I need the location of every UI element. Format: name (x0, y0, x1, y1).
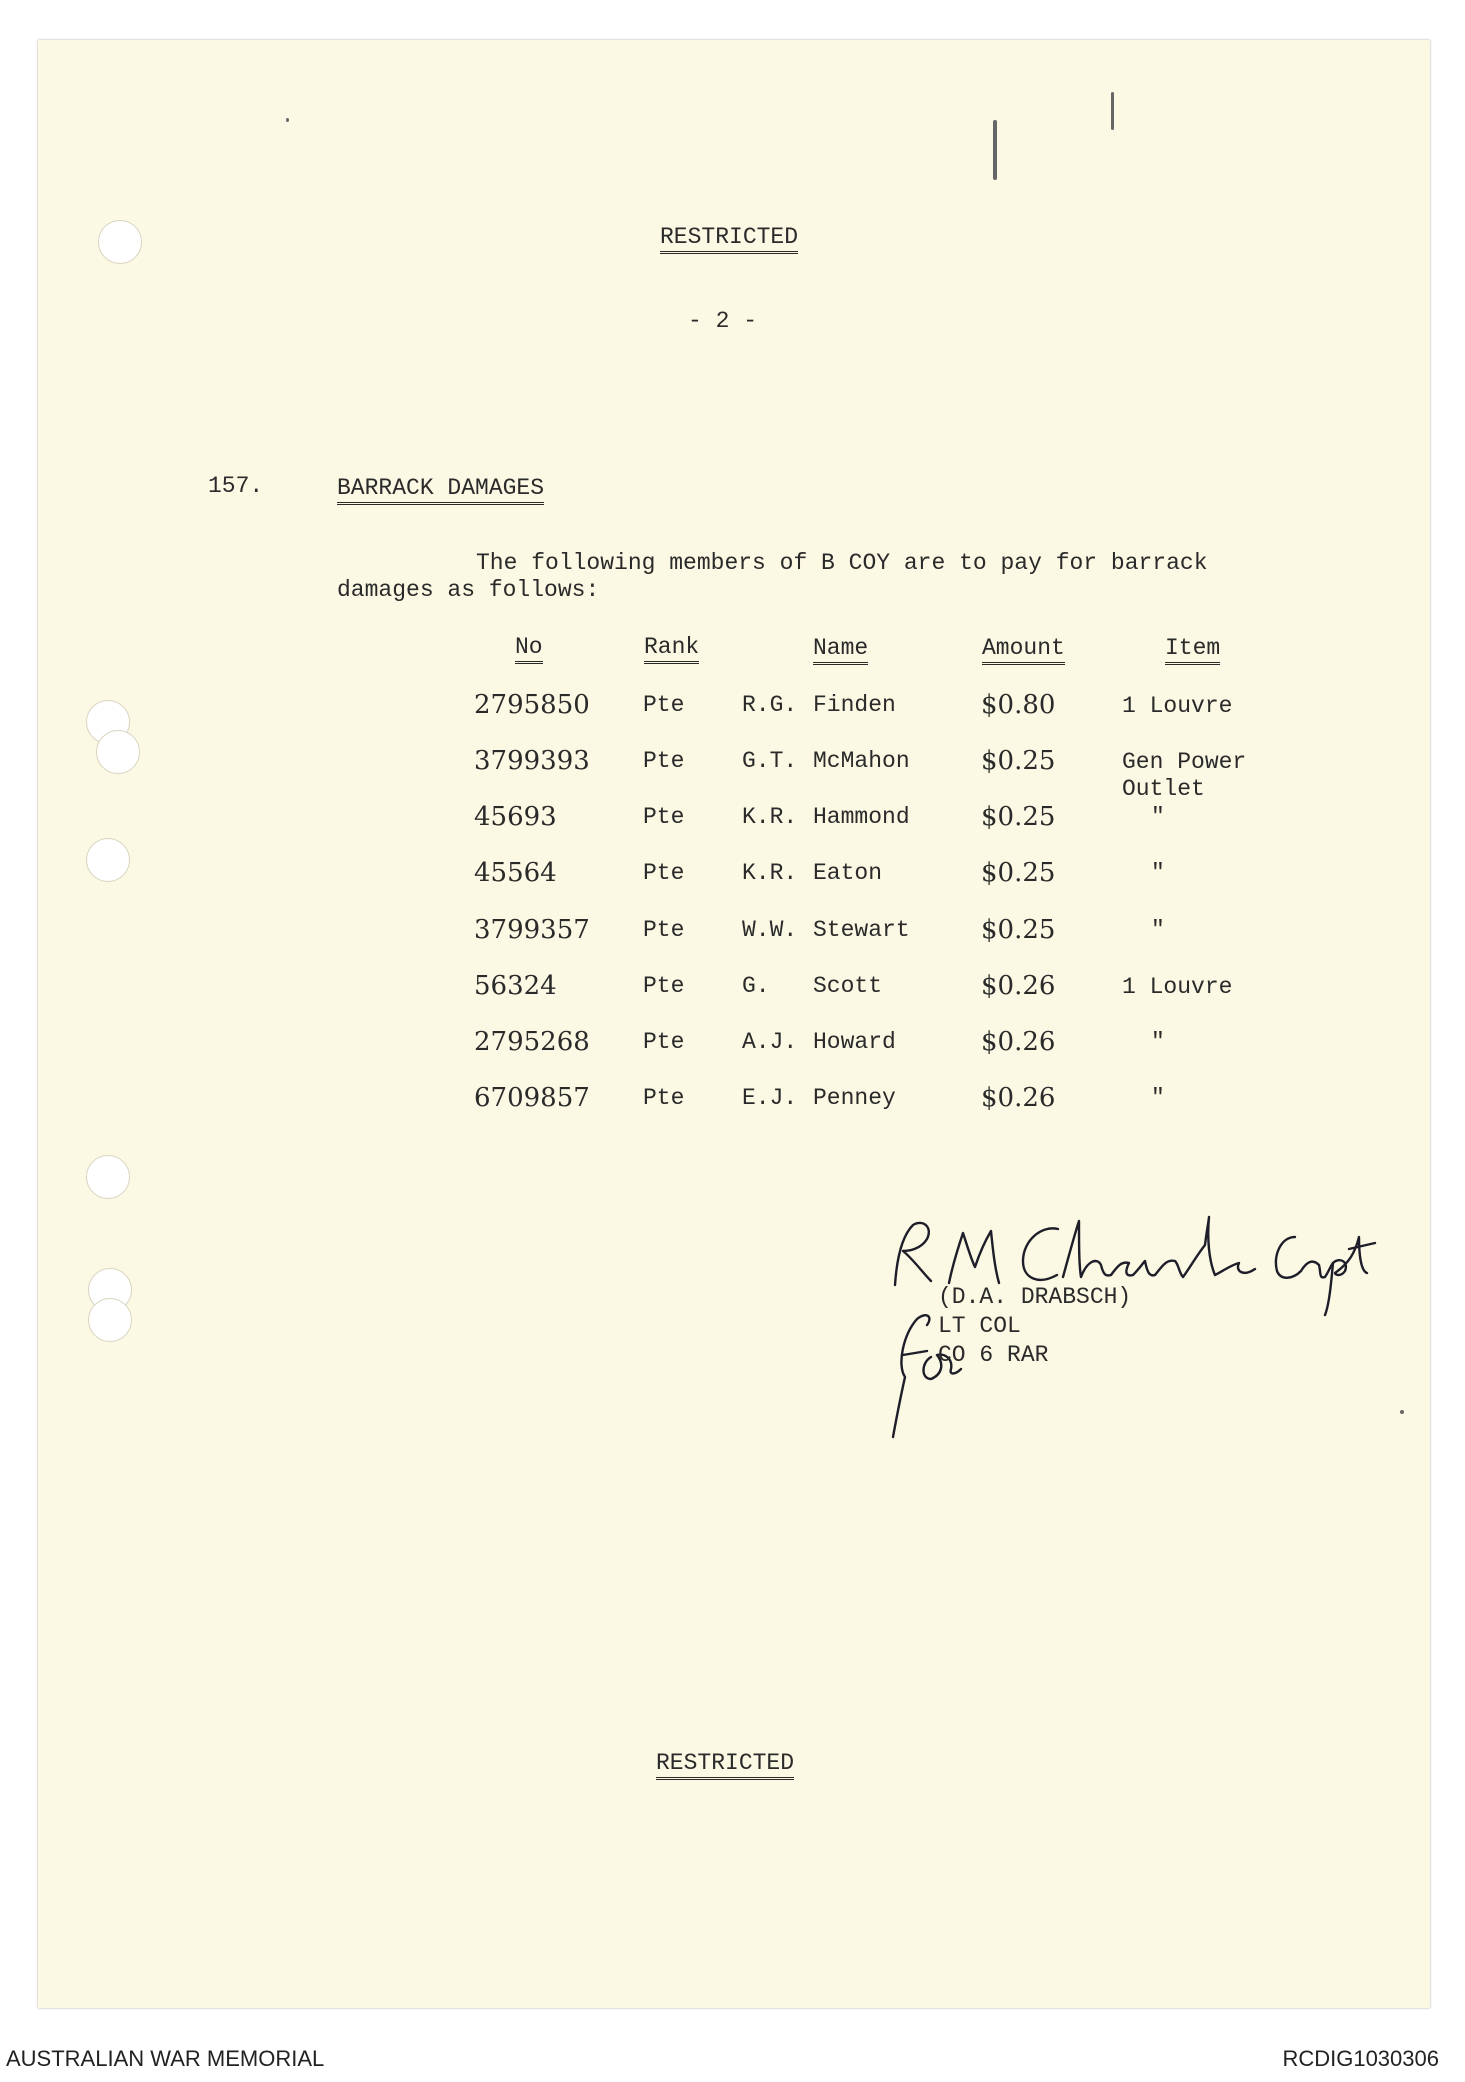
cell-item: " (1151, 1029, 1165, 1055)
classification-bottom: RESTRICTED (656, 1750, 794, 1780)
cell-surname: Hammond (813, 804, 910, 830)
section-title: BARRACK DAMAGES (337, 475, 544, 505)
cell-no: 56324 (474, 971, 557, 1001)
classification-top: RESTRICTED (660, 224, 798, 254)
cell-amount: $0.25 (981, 746, 1056, 776)
cell-no: 2795850 (474, 690, 590, 720)
cell-surname: Stewart (813, 917, 910, 943)
cell-amount: $0.80 (981, 690, 1056, 720)
cell-initials: E.J. (742, 1085, 798, 1111)
punch-hole (96, 730, 140, 774)
cell-no: 45564 (474, 858, 557, 888)
cell-rank: Pte (643, 1029, 685, 1055)
footer-record-id: RCDIG1030306 (1282, 2046, 1439, 2071)
cell-no: 2795268 (474, 1027, 590, 1057)
page-number: - 2 - (688, 308, 758, 334)
cell-initials: G.T. (742, 748, 798, 774)
cell-item: 1 Louvre (1122, 693, 1233, 719)
col-header-rank: Rank (644, 634, 699, 664)
signatory-unit: CO 6 RAR (938, 1342, 1049, 1368)
cell-no: 6709857 (474, 1083, 590, 1113)
cell-surname: Penney (813, 1085, 896, 1111)
footer-archive-name: AUSTRALIAN WAR MEMORIAL (6, 2046, 325, 2071)
punch-hole (88, 1298, 132, 1342)
cell-initials: K.R. (742, 804, 798, 830)
speck (286, 118, 289, 122)
cell-amount: $0.25 (981, 802, 1056, 832)
paragraph-number: 157. (208, 473, 264, 499)
cell-item: 1 Louvre (1122, 974, 1233, 1000)
cell-item: " (1151, 917, 1165, 943)
cell-rank: Pte (643, 860, 685, 886)
ink-mark (1111, 92, 1114, 130)
cell-initials: K.R. (742, 860, 798, 886)
cell-surname: Howard (813, 1029, 896, 1055)
cell-no: 3799357 (474, 915, 590, 945)
cell-amount: $0.25 (981, 858, 1056, 888)
cell-item-line2: Outlet (1122, 776, 1205, 802)
cell-initials: G. (742, 973, 770, 999)
cell-rank: Pte (643, 748, 685, 774)
intro-line-1: The following members of B COY are to pay for barrack (476, 550, 1208, 576)
cell-amount: $0.25 (981, 915, 1056, 945)
cell-rank: Pte (643, 1085, 685, 1111)
intro-line-2: damages as follows: (337, 577, 600, 603)
cell-item: " (1151, 804, 1165, 830)
document-page (38, 40, 1430, 2008)
col-header-no: No (515, 634, 543, 664)
cell-rank: Pte (643, 804, 685, 830)
cell-amount: $0.26 (981, 1083, 1056, 1113)
cell-rank: Pte (643, 973, 685, 999)
cell-rank: Pte (643, 692, 685, 718)
ink-mark (993, 120, 997, 180)
cell-surname: Finden (813, 692, 896, 718)
cell-amount: $0.26 (981, 1027, 1056, 1057)
cell-initials: A.J. (742, 1029, 798, 1055)
cell-item: " (1151, 860, 1165, 886)
cell-surname: McMahon (813, 748, 910, 774)
cell-initials: W.W. (742, 917, 798, 943)
cell-initials: R.G. (742, 692, 798, 718)
col-header-item: Item (1165, 635, 1220, 665)
cell-surname: Scott (813, 973, 883, 999)
cell-item: " (1151, 1085, 1165, 1111)
signatory-rank: LT COL (938, 1313, 1021, 1339)
cell-item: Gen Power (1122, 749, 1247, 775)
punch-hole (98, 220, 142, 264)
col-header-amount: Amount (982, 635, 1065, 665)
cell-amount: $0.26 (981, 971, 1056, 1001)
cell-rank: Pte (643, 917, 685, 943)
punch-hole (86, 838, 130, 882)
col-header-name: Name (813, 635, 868, 665)
punch-hole (86, 1155, 130, 1199)
cell-surname: Eaton (813, 860, 883, 886)
cell-no: 45693 (474, 802, 557, 832)
cell-no: 3799393 (474, 746, 590, 776)
signatory-name: (D.A. DRABSCH) (938, 1284, 1132, 1310)
